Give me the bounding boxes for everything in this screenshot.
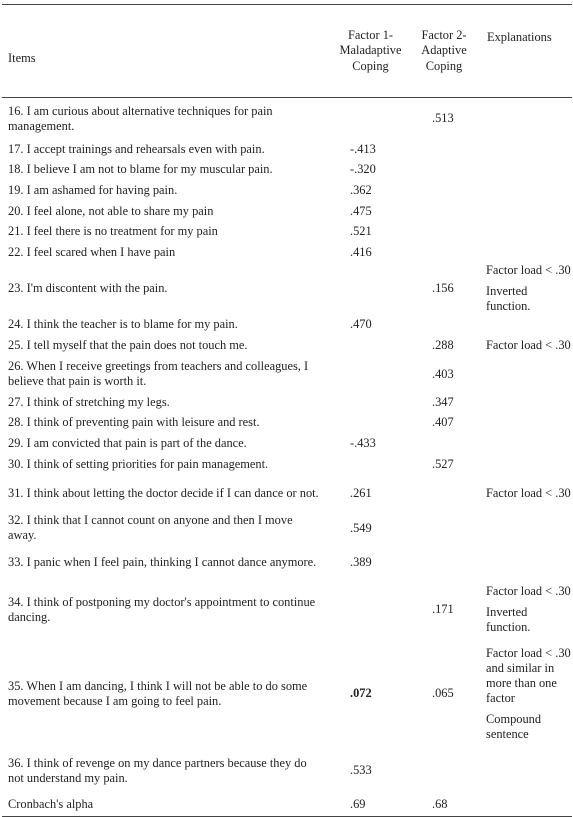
item-text: 28. I think of preventing pain with leisure and rest. — [8, 415, 260, 429]
explanation-cell — [477, 356, 572, 393]
explanation-text: Factor load < .30 — [486, 485, 571, 500]
factor1-loading — [330, 263, 411, 314]
factor2-loading — [411, 160, 477, 180]
factor1-loading: .521 — [350, 224, 372, 238]
item-text: 18. I believe I am not to blame for my muscular pain. — [8, 162, 273, 176]
header-explanations: Explanations — [477, 5, 572, 98]
explanation-cell — [477, 335, 572, 356]
explanation-cell — [477, 413, 572, 433]
explanation-cell — [477, 545, 572, 581]
factor1-loading: .470 — [350, 316, 372, 331]
header-factor1-line2: Maladaptive — [339, 43, 402, 58]
factor2-loading: .513 — [432, 111, 454, 126]
factor2-loading: .527 — [432, 456, 454, 471]
factor2-loading — [411, 433, 477, 454]
factor2-loading — [411, 140, 477, 160]
explanation-cell — [477, 749, 572, 793]
table-row — [2, 263, 572, 314]
explanation-cell — [477, 140, 572, 160]
factor1-loading: -.320 — [350, 162, 376, 176]
table-row — [2, 180, 572, 201]
item-text: 34. I think of postponing my doctor's appointment to continue dancing. — [8, 594, 316, 624]
factor2-loading: .68 — [411, 793, 477, 817]
explanation-cell — [477, 98, 572, 140]
explanation-cell — [477, 433, 572, 454]
factor1-loading — [330, 454, 411, 475]
explanation-cell — [477, 581, 572, 639]
factor2-loading — [411, 475, 477, 512]
factor1-loading — [330, 356, 411, 393]
header-factor1 — [330, 5, 411, 98]
table-row — [2, 413, 572, 433]
explanation-cell — [477, 201, 572, 222]
table-row — [2, 545, 572, 581]
explanation-text: Inverted function. — [486, 605, 531, 634]
table-row — [2, 393, 572, 413]
factor1-loading — [330, 581, 411, 639]
factor2-loading — [411, 314, 477, 335]
table-row — [2, 201, 572, 222]
factor1-loading: .69 — [330, 793, 411, 817]
factor1-loading: .549 — [350, 520, 372, 535]
factor2-loading — [411, 222, 477, 242]
explanation-cell — [477, 314, 572, 335]
header-factor2-line1: Factor 2- — [421, 27, 467, 42]
item-text: Cronbach's alpha — [2, 793, 330, 817]
explanation-text: Factor load < .30 — [486, 584, 571, 598]
item-text: 22. I feel scared when I have pain — [8, 244, 176, 259]
factor1-loading — [330, 413, 411, 433]
item-text: 31. I think about letting the doctor decide if I can dance or not. — [8, 485, 319, 500]
factor2-loading: .065 — [432, 686, 454, 700]
factor2-loading: .288 — [432, 337, 454, 352]
explanation-text: Factor load < .30 — [486, 262, 571, 277]
factor1-loading: .261 — [350, 485, 372, 500]
table-row — [2, 314, 572, 335]
header-factor1-line1: Factor 1- — [347, 27, 394, 42]
factor2-loading — [411, 545, 477, 581]
factor2-loading: .171 — [432, 602, 454, 616]
item-text: 23. I'm discontent with the pain. — [8, 280, 168, 295]
factor1-loading: .475 — [350, 203, 372, 218]
explanation-cell — [477, 160, 572, 180]
item-text: 27. I think of stretching my legs. — [8, 395, 170, 409]
item-text: 29. I am convicted that pain is part of the dance. — [8, 435, 247, 450]
factor1-loading: .389 — [350, 555, 372, 569]
factor2-loading — [411, 242, 477, 263]
table-row — [2, 356, 572, 393]
factor2-loading: .347 — [432, 395, 454, 409]
factor1-loading: .533 — [350, 763, 372, 777]
item-text: 17. I accept trainings and rehearsals even with pain. — [8, 142, 265, 156]
item-text: 19. I am ashamed for having pain. — [8, 182, 178, 197]
explanation-text: Factor load < .30 — [486, 337, 571, 352]
item-text: 24. I think the teacher is to blame for my pain. — [8, 316, 238, 331]
explanation-cell — [477, 263, 572, 314]
table-row — [2, 793, 572, 817]
factor1-loading: .416 — [350, 244, 372, 259]
table-row — [2, 475, 572, 512]
table-row — [2, 140, 572, 160]
factor2-loading: .407 — [432, 415, 454, 429]
explanation-cell — [477, 475, 572, 512]
factor1-loading: .072 — [350, 686, 372, 700]
factor1-loading: .362 — [350, 182, 372, 197]
item-text: 32. I think that I cannot count on anyone and then I move away. — [8, 513, 293, 542]
explanation-text: Inverted function. — [486, 283, 531, 313]
explanation-cell — [477, 512, 572, 545]
table-row — [2, 454, 572, 475]
item-text: 36. I think of revenge on my dance partners because they do not understand my pain. — [8, 755, 307, 785]
item-text: 20. I feel alone, not able to share my pain — [8, 203, 214, 218]
factor1-loading — [330, 98, 411, 140]
factor2-loading — [411, 201, 477, 222]
item-text: 21. I feel there is no treatment for my pain — [8, 224, 218, 238]
table-row — [2, 512, 572, 545]
explanation-cell — [477, 639, 572, 749]
factor2-loading — [411, 180, 477, 201]
explanation-text: Factor load < .30 and similar in more than one factor — [486, 645, 571, 705]
table-row — [2, 433, 572, 454]
table-row — [2, 581, 572, 639]
table-row — [2, 222, 572, 242]
header-factor1-line3: Coping — [352, 58, 389, 73]
explanation-cell — [477, 454, 572, 475]
table-row — [2, 98, 572, 140]
table-row — [2, 639, 572, 749]
item-text: 35. When I am dancing, I think I will not be able to do some movement because I am going to feel pain. — [8, 678, 308, 708]
explanation-cell — [477, 180, 572, 201]
explanation-cell — [477, 222, 572, 242]
factor-loadings-table — [2, 4, 572, 817]
table-header-row — [2, 5, 572, 98]
table-row — [2, 242, 572, 263]
factor1-loading — [330, 335, 411, 356]
table-row — [2, 160, 572, 180]
header-factor2 — [411, 5, 477, 98]
factor1-loading: -.433 — [350, 435, 376, 450]
item-text: 16. I am curious about alternative techniques for pain management. — [8, 103, 273, 133]
table-row — [2, 335, 572, 356]
factor2-loading — [411, 749, 477, 793]
factor2-loading — [411, 512, 477, 545]
table-row — [2, 749, 572, 793]
item-text: 26. When I receive greetings from teachers and colleagues, I believe that pain is worth it. — [8, 359, 309, 388]
factor1-loading — [330, 393, 411, 413]
explanation-cell — [477, 393, 572, 413]
explanation-cell — [477, 242, 572, 263]
factor2-loading: .403 — [432, 366, 454, 381]
header-items: Items — [2, 5, 330, 98]
item-text: 30. I think of setting priorities for pain management. — [8, 456, 269, 471]
item-text: 25. I tell myself that the pain does not touch me. — [8, 337, 248, 352]
header-factor2-line3: Coping — [425, 58, 463, 73]
explanation-cell — [477, 793, 572, 817]
header-factor2-line2: Adaptive — [421, 43, 467, 58]
item-text: 33. I panic when I feel pain, thinking I cannot dance anymore. — [8, 555, 317, 569]
explanation-text: Compound sentence — [486, 711, 542, 741]
factor1-loading: -.413 — [350, 142, 376, 156]
factor2-loading: .156 — [432, 280, 454, 295]
